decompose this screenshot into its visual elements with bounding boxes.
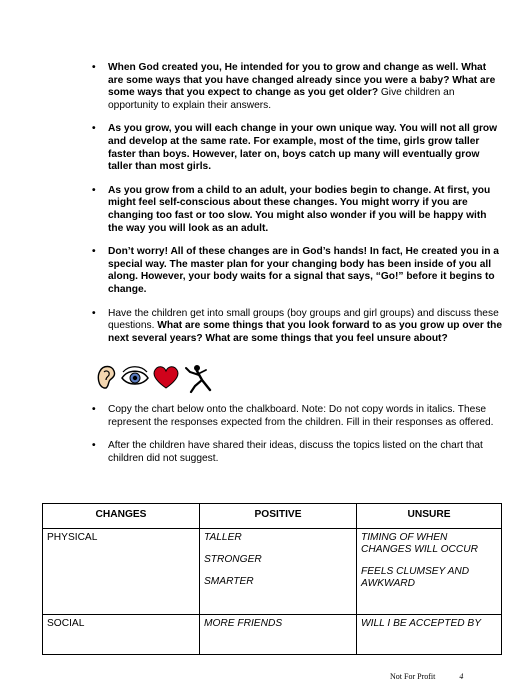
bullet-normal-text: Have the children get into small groups (boy groups and girl groups) and discuss these questions.	[108, 307, 499, 332]
unsure-cell	[357, 529, 502, 615]
row-label: SOCIAL	[43, 615, 200, 655]
bullet-normal-text: Copy the chart below onto the chalkboard. Note: Do not copy words in italics. These represent the responses expected from the children. Fill in their responses as offered.	[108, 404, 494, 428]
bullet-item	[92, 123, 504, 173]
column-header-unsure: UNSURE	[357, 504, 502, 529]
bullet-bold-text: As you grow from a child to an adult, your bodies begin to change. At first, you might feel self-conscious about these changes. You might worry if you are changing too fast or too slow. You might also wonder if you will be happy with the way you will look as an adult.	[108, 184, 491, 234]
bullet-bold-text: Don’t worry! All of these changes are in God’s hands! In fact, He created you in a special way. The master plan for your changing body has been inside of you all along. However, your body waits for a signal that says, “Go!” before it begins to change.	[108, 246, 499, 295]
unsure-item: TIMING OF WHEN CHANGES WILL OCCUR	[361, 532, 478, 555]
bullet-item	[92, 185, 504, 235]
bullet-dot: •	[92, 123, 96, 135]
positive-cell	[200, 615, 357, 655]
bullet-item	[92, 62, 504, 112]
column-header-changes: CHANGES	[43, 504, 200, 529]
bullet-bold-text: As you grow, you will each change in your own unique way. You will not all grow and develop at the same rate. For example, most of the time, girls grow taller faster than boys. However, later on, boys catch up many will eventually grow taller than most girls.	[108, 123, 498, 173]
table-row	[43, 615, 502, 655]
table-header-row	[43, 504, 502, 529]
positive-cell	[200, 529, 357, 615]
bullet-item	[92, 308, 504, 346]
bullet-bold-text: What are some things that you look forward to as you grow up over the next several years? What are some things that you feel unsure about?	[108, 320, 502, 344]
row-label: PHYSICAL	[43, 529, 200, 615]
bullet-dot: •	[92, 404, 96, 415]
senses-icons-row	[94, 362, 224, 392]
eye-icon	[122, 367, 148, 384]
bullet-dot: •	[92, 307, 96, 319]
bullet-dot: •	[92, 440, 96, 452]
bullet-dot: •	[92, 184, 96, 196]
page-footer	[390, 672, 463, 681]
table-row	[43, 529, 502, 615]
bullet-bold-text: When God created you, He intended for you to grow and change as well. What are some ways that you have changed already since you were a baby? What are some ways that you expect to change as you get older?	[108, 62, 496, 99]
positive-item: TALLER	[204, 532, 242, 543]
unsure-item: WILL I BE ACCEPTED BY	[361, 618, 482, 629]
changes-chart-table	[42, 503, 502, 655]
ear-icon	[98, 367, 114, 389]
positive-item: STRONGER	[204, 554, 262, 565]
bullet-dot: •	[92, 62, 96, 73]
discussion-bullets	[92, 62, 504, 356]
positive-item: MORE FRIENDS	[204, 618, 283, 629]
unsure-cell	[357, 615, 502, 655]
positive-item: SMARTER	[204, 576, 254, 587]
unsure-item: FEELS CLUMSEY AND AWKWARD	[361, 566, 470, 589]
bullet-item	[92, 440, 504, 465]
bullet-item	[92, 404, 504, 429]
stretching-figure-icon	[186, 365, 210, 392]
heart-icon	[154, 367, 178, 388]
column-header-positive: POSITIVE	[200, 504, 357, 529]
footer-text: Not For Profit	[390, 672, 436, 681]
instruction-bullets	[92, 404, 504, 476]
bullet-item	[92, 246, 504, 296]
bullet-normal-text: Give children an opportunity to explain their answers.	[108, 87, 455, 111]
bullet-dot: •	[92, 246, 96, 258]
page-number: 4	[459, 672, 464, 681]
bullet-normal-text: After the children have shared their ideas, discuss the topics listed on the chart that children did not suggest.	[108, 440, 483, 464]
